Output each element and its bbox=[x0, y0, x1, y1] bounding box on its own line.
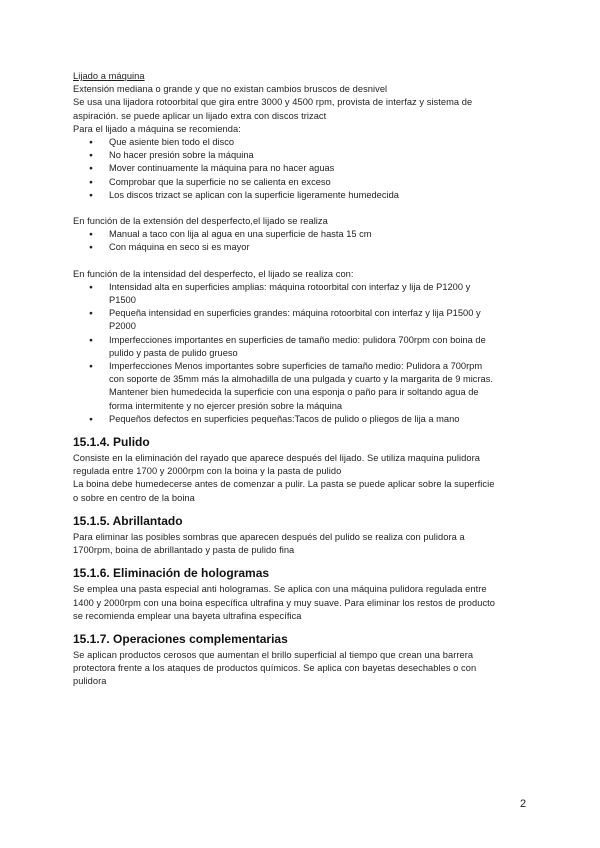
list-item-line: Intensidad alta en superficies amplias: máquina rotoorbital con interfaz y lija de P1200 y bbox=[109, 281, 471, 292]
lijado-paragraph: Extensión mediana o grande y que no existan cambios bruscos de desnivel bbox=[73, 84, 388, 95]
list-item: ● No hacer presión sobre la máquina bbox=[89, 149, 551, 162]
lijado-heading: Lijado a máquina bbox=[73, 71, 145, 81]
list-item bbox=[89, 307, 551, 333]
section-line: se recomienda emplear una bayeta ultrafina específica bbox=[73, 610, 302, 621]
list-item bbox=[89, 334, 551, 360]
list-item-line: Imperfecciones Menos importantes sobre superficies de tamaño medio: Pulidora a 700rpm bbox=[109, 361, 483, 372]
list-item-line: Pequeña intensidad en superficies grandes: máquina rotoorbital con interfaz y lija P1500 y bbox=[109, 308, 481, 319]
section-line: Consiste en la eliminación del rayado que aparece después del lijado. Se utiliza maquina pulidora bbox=[73, 453, 480, 464]
section-line: Para eliminar las posibles sombras que aparecen después del pulido se realiza con pulidora a bbox=[73, 531, 465, 542]
section-line: o sobre en centro de la boina bbox=[73, 492, 195, 503]
intensity-list bbox=[89, 281, 551, 426]
lijado-paragraph: aspiración. se puede aplicar un lijado extra con discos trizact bbox=[73, 110, 327, 121]
list-item-line: Imperfecciones importantes en superficies de tamaño medio: pulidora 700rpm con boina de bbox=[109, 334, 486, 345]
intensity-intro: En función de la intensidad del desperfecto, el lijado se realiza con: bbox=[73, 268, 354, 279]
page-number: 2 bbox=[520, 798, 527, 810]
list-item bbox=[89, 413, 551, 426]
section-hologramas bbox=[73, 566, 551, 623]
list-item-line: Mantener bien humedecida la superficie con una esponja o paño para ir soltando agua de bbox=[109, 387, 479, 398]
list-item: ● Mover continuamente la máquina para no hacer aguas bbox=[89, 162, 551, 175]
section-title: 15.1.6. Eliminación de hologramas bbox=[73, 566, 270, 581]
section-abrillantado bbox=[73, 514, 551, 557]
section-title: 15.1.5. Abrillantado bbox=[73, 513, 183, 528]
section-title: 15.1.4. Pulido bbox=[73, 435, 150, 450]
lijado-paragraph: Para el lijado a máquina se recomienda: bbox=[73, 123, 241, 134]
recommend-list bbox=[89, 136, 551, 202]
list-item bbox=[89, 360, 551, 413]
section-line: La boina debe humedecerse antes de comenzar a pulir. La pasta se puede aplicar sobre la superficie bbox=[73, 479, 495, 490]
list-item: ● Manual a taco con lija al agua en una superficie de hasta 15 cm bbox=[89, 228, 551, 241]
lijado-paragraph: Se usa una lijadora rotoorbital que gira entre 3000 y 4500 rpm, provista de interfaz y sistema de bbox=[73, 97, 473, 108]
section-title: 15.1.7. Operaciones complementarias bbox=[73, 631, 288, 646]
list-item bbox=[89, 281, 551, 307]
section-line: regulada entre 1700 y 2000rpm con la boina y la pasta de pulido bbox=[73, 466, 342, 477]
list-item-line: P1500 bbox=[109, 295, 136, 306]
section-pulido bbox=[73, 435, 551, 505]
list-item-line: con soporte de 35mm más la almohadilla de una pulgada y cuarto y la margarita de 9 micras. bbox=[109, 374, 493, 385]
section-line: pulidora bbox=[73, 676, 107, 687]
section-line: 1700rpm, boina de abrillantado y pasta de pulido fina bbox=[73, 545, 295, 556]
section-line: protectora frente a los ataques de productos químicos. Se aplica con bayetas desechables o con bbox=[73, 663, 477, 674]
list-item: ● Los discos trizact se aplican con la superficie ligeramente humedecida bbox=[89, 189, 551, 202]
section-complementarias bbox=[73, 632, 551, 689]
extension-list bbox=[89, 228, 551, 254]
list-item-line: forma intermitente y no ejercer presión sobre la máquina bbox=[109, 400, 343, 411]
section-line: 1400 y 2000rpm con una boina específica ultrafina y muy suave. Para eliminar los restos de producto bbox=[73, 597, 495, 608]
list-item: ● Comprobar que la superficie no se calienta en exceso bbox=[89, 176, 551, 189]
document-page bbox=[73, 70, 551, 689]
list-item-line: P2000 bbox=[109, 321, 136, 332]
list-item: ● Que asiente bien todo el disco bbox=[89, 136, 551, 149]
section-line: Se aplican productos cerosos que aumentan el brillo superficial al tiempo que crean una barrera bbox=[73, 649, 474, 660]
list-item-line: pulido y pasta de pulido grueso bbox=[109, 347, 238, 358]
section-line: Se emplea una pasta especial anti hologramas. Se aplica con una máquina pulidora regulada entre bbox=[73, 584, 487, 595]
extension-intro: En función de la extensión del desperfecto,el lijado se realiza bbox=[73, 216, 328, 227]
list-item-line: Pequeños defectos en superficies pequeñas:Tacos de pulido o pliegos de lija a mano bbox=[109, 413, 460, 424]
list-item: ● Con máquina en seco si es mayor bbox=[89, 241, 551, 254]
